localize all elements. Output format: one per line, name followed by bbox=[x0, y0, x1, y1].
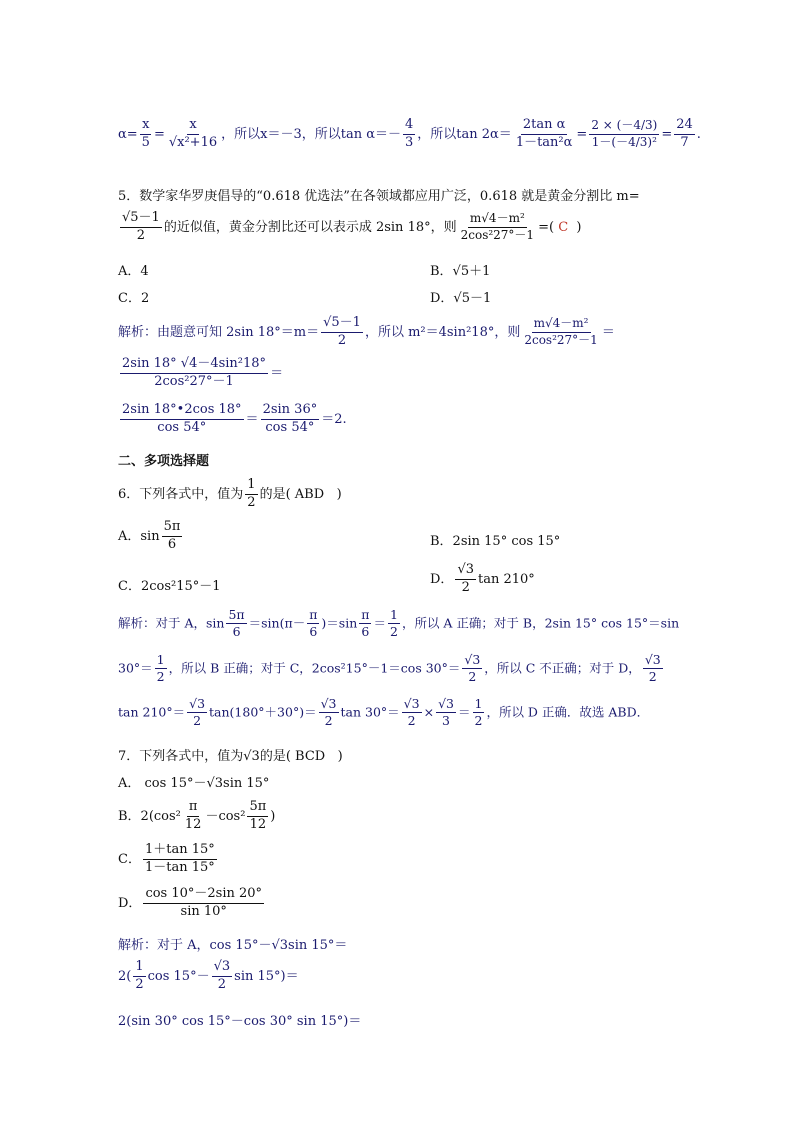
q6-solution-line2: 30°＝ $\frac{1}{2}$ ，所以 B 正确；对于 C，2cos²15°－1＝cos 30°＝ $\frac{√3}{2}$ ，所以 C 不正确；对于 D， $\frac{√3}{2}$ bbox=[118, 652, 661, 685]
fraction: $\frac{√3}{2}$ bbox=[213, 959, 231, 992]
fraction: $\frac{5\pi}{6}$ bbox=[163, 519, 181, 552]
fraction: $\frac{1}{2}$ bbox=[156, 652, 165, 685]
fraction: $\frac{5\pi}{12}$ bbox=[249, 799, 267, 832]
fraction: $\frac{4}{3}$ bbox=[405, 117, 414, 150]
q7-option-c: C． $\frac{1+\tan 15^\circ}{1-\tan 15^\circ}$ bbox=[118, 842, 215, 875]
fraction: $\frac{√3}{3}$ bbox=[438, 696, 454, 729]
fraction: $\frac{\text{m√4－m²}}{\text{2cos²27°－1}}$ bbox=[460, 211, 535, 242]
q5-option-b: B．√5＋1 bbox=[430, 264, 491, 279]
answer: BCD bbox=[295, 749, 326, 764]
text: = bbox=[576, 126, 588, 142]
fraction: $\frac{√3}{2}$ bbox=[457, 562, 474, 595]
fraction: $\frac{√3}{2}$ bbox=[403, 696, 420, 729]
q6-solution-line1: 解析：对于 A，sin $\frac{5\pi}{6}$ ＝sin(π－ $\frac{\pi}{6}$ )＝sin $\frac{\pi}{6}$ ＝ $\frac{1}{2}$ ，所以 A 正确；对于 B，2sin 15° cos 15°＝sin bbox=[118, 607, 680, 640]
fraction: $\frac{2 \times (-4/3)}{\text{1－(－4/3)²}}$ bbox=[591, 118, 658, 149]
fraction: $\frac{x}{\text{√x²+16}}$ bbox=[168, 117, 218, 150]
question-6-stem: 6．下列各式中，值为 $\frac{1}{2}$ 的是( ABD ) bbox=[118, 477, 342, 510]
fraction: $\frac{\text{2sin 18° √4－4sin²18°}}{\text{2cos²27°－1}}$ bbox=[122, 356, 267, 389]
q7-option-d: D． $\frac{\cos 10^\circ-2\sin 20^\circ}{\sin 10^\circ}$ bbox=[118, 886, 263, 919]
fraction: $\frac{√3}{2}$ bbox=[644, 652, 661, 685]
fraction: $\frac{1}{2}$ bbox=[135, 959, 144, 992]
fraction: $\frac{√5-1}{2}$ bbox=[323, 315, 361, 348]
fraction: $\frac{24}{7}$ bbox=[676, 117, 693, 150]
q7-solution-line1: 解析：对于 A，cos 15°－√3sin 15°＝ bbox=[118, 938, 348, 953]
fraction: $\frac{5\pi}{6}$ bbox=[228, 607, 245, 640]
q5-option-d: D．√5－1 bbox=[430, 291, 492, 306]
fraction: $\frac{√5-1}{2}$ bbox=[122, 210, 160, 243]
fraction: $\frac{\cos 10^\circ-2\sin 20^\circ}{\sin 10^\circ}$ bbox=[145, 886, 263, 919]
text: ) bbox=[576, 219, 582, 235]
text: α= bbox=[118, 126, 138, 142]
fraction: $\frac{\pi}{12}$ bbox=[184, 799, 202, 832]
fraction: $\frac{1}{2}$ bbox=[390, 607, 398, 640]
text: . bbox=[696, 126, 701, 142]
fraction: $\frac{\text{2tan α}}{\text{1－tan²α}}$ bbox=[515, 117, 573, 150]
q6-option-b: B．2sin 15° cos 15° bbox=[430, 534, 561, 549]
text: = bbox=[661, 126, 673, 142]
q7-solution-line3: 2(sin 30° cos 15°－cos 30° sin 15°)＝ bbox=[118, 1014, 362, 1029]
fraction: $\frac{x}{5}$ bbox=[141, 117, 150, 150]
fraction: $\frac{√3}{2}$ bbox=[320, 696, 337, 729]
fraction: $\frac{√3}{2}$ bbox=[464, 652, 481, 685]
q5-option-c: C．2 bbox=[118, 291, 150, 306]
question-5-stem-line1 bbox=[118, 185, 640, 204]
text: =( bbox=[538, 219, 555, 235]
fraction: $\frac{\pi}{6}$ bbox=[361, 607, 370, 640]
fraction: $\frac{2\sin 18^\circ•2\cos 18^\circ}{\cos 54^\circ}$ bbox=[122, 402, 242, 435]
text: ，所以tan 2α＝ bbox=[417, 126, 512, 142]
question-text: 5．数学家华罗庚倡导的“0.618 优选法”在各领域都应用广泛，0.618 就是黄金分割比 m= bbox=[118, 189, 640, 204]
section-heading: 二、多项选择题 bbox=[118, 454, 210, 469]
question-7-stem: 7．下列各式中，值为√3的是( BCD ) bbox=[118, 749, 343, 764]
text: = bbox=[153, 126, 165, 142]
text: ，所以x＝－3，所以tan α＝－ bbox=[221, 126, 401, 142]
q6-option-d: D． $\frac{√3}{2}$ tan 210° bbox=[430, 562, 535, 595]
q7-option-a: A． cos 15°－√3sin 15° bbox=[118, 776, 270, 791]
fraction: $\frac{\text{m√4－m²}}{\text{2cos²27°－1}}$ bbox=[524, 316, 598, 347]
q5-solution-line2: $\frac{\text{2sin 18° √4－4sin²18°}}{\text{2cos²27°－1}}$ ＝ bbox=[122, 356, 284, 389]
fraction: $\frac{1}{2}$ bbox=[247, 477, 256, 510]
fraction: $\frac{√3}{2}$ bbox=[189, 696, 206, 729]
q6-option-c: C．2cos²15°－1 bbox=[118, 579, 221, 594]
question-text: 的近似值，黄金分割比还可以表示成 2sin 18°，则 bbox=[163, 219, 457, 235]
fraction: $\frac{2\sin 36^\circ}{\cos 54^\circ}$ bbox=[262, 402, 318, 435]
answer: C bbox=[558, 219, 569, 235]
q7-option-b: B．2(cos² $\frac{\pi}{12}$ －cos² $\frac{5\pi}{12}$ ) bbox=[118, 799, 276, 832]
solution-continuation-line bbox=[118, 118, 701, 151]
q5-option-a: A．4 bbox=[118, 264, 149, 279]
answer: ABD bbox=[294, 486, 325, 502]
q5-solution-line3: $\frac{2\sin 18^\circ•2\cos 18^\circ}{\cos 54^\circ}$ ＝ $\frac{2\sin 36^\circ}{\cos 54^\circ}$ ＝2. bbox=[122, 402, 347, 435]
fraction: $\frac{\pi}{6}$ bbox=[309, 607, 318, 640]
q7-solution-line2: 2( $\frac{1}{2}$ cos 15°－ $\frac{√3}{2}$ sin 15°)＝ bbox=[118, 959, 299, 992]
q6-solution-line3: tan 210°＝ $\frac{√3}{2}$ tan(180°＋30°)＝ $\frac{√3}{2}$ tan 30°＝ $\frac{√3}{2}$ × $\frac{√3}{3}$ ＝ $\frac{1}{2}$ ，所以 D 正确．故选 ABD． bbox=[118, 696, 650, 729]
fraction: $\frac{1+\tan 15^\circ}{1-\tan 15^\circ}$ bbox=[144, 842, 215, 875]
question-5-stem-line2 bbox=[118, 211, 581, 244]
fraction: $\frac{1}{2}$ bbox=[474, 696, 483, 729]
q6-option-a: A．sin $\frac{5\pi}{6}$ bbox=[118, 519, 181, 552]
q5-solution-line1: 解析：由题意可知 2sin 18°＝m＝ $\frac{√5-1}{2}$ ，所以 m²＝4sin²18°，则 $\frac{\text{m√4－m²}}{\text{2cos²27°－1}}$ ＝ bbox=[118, 315, 615, 348]
